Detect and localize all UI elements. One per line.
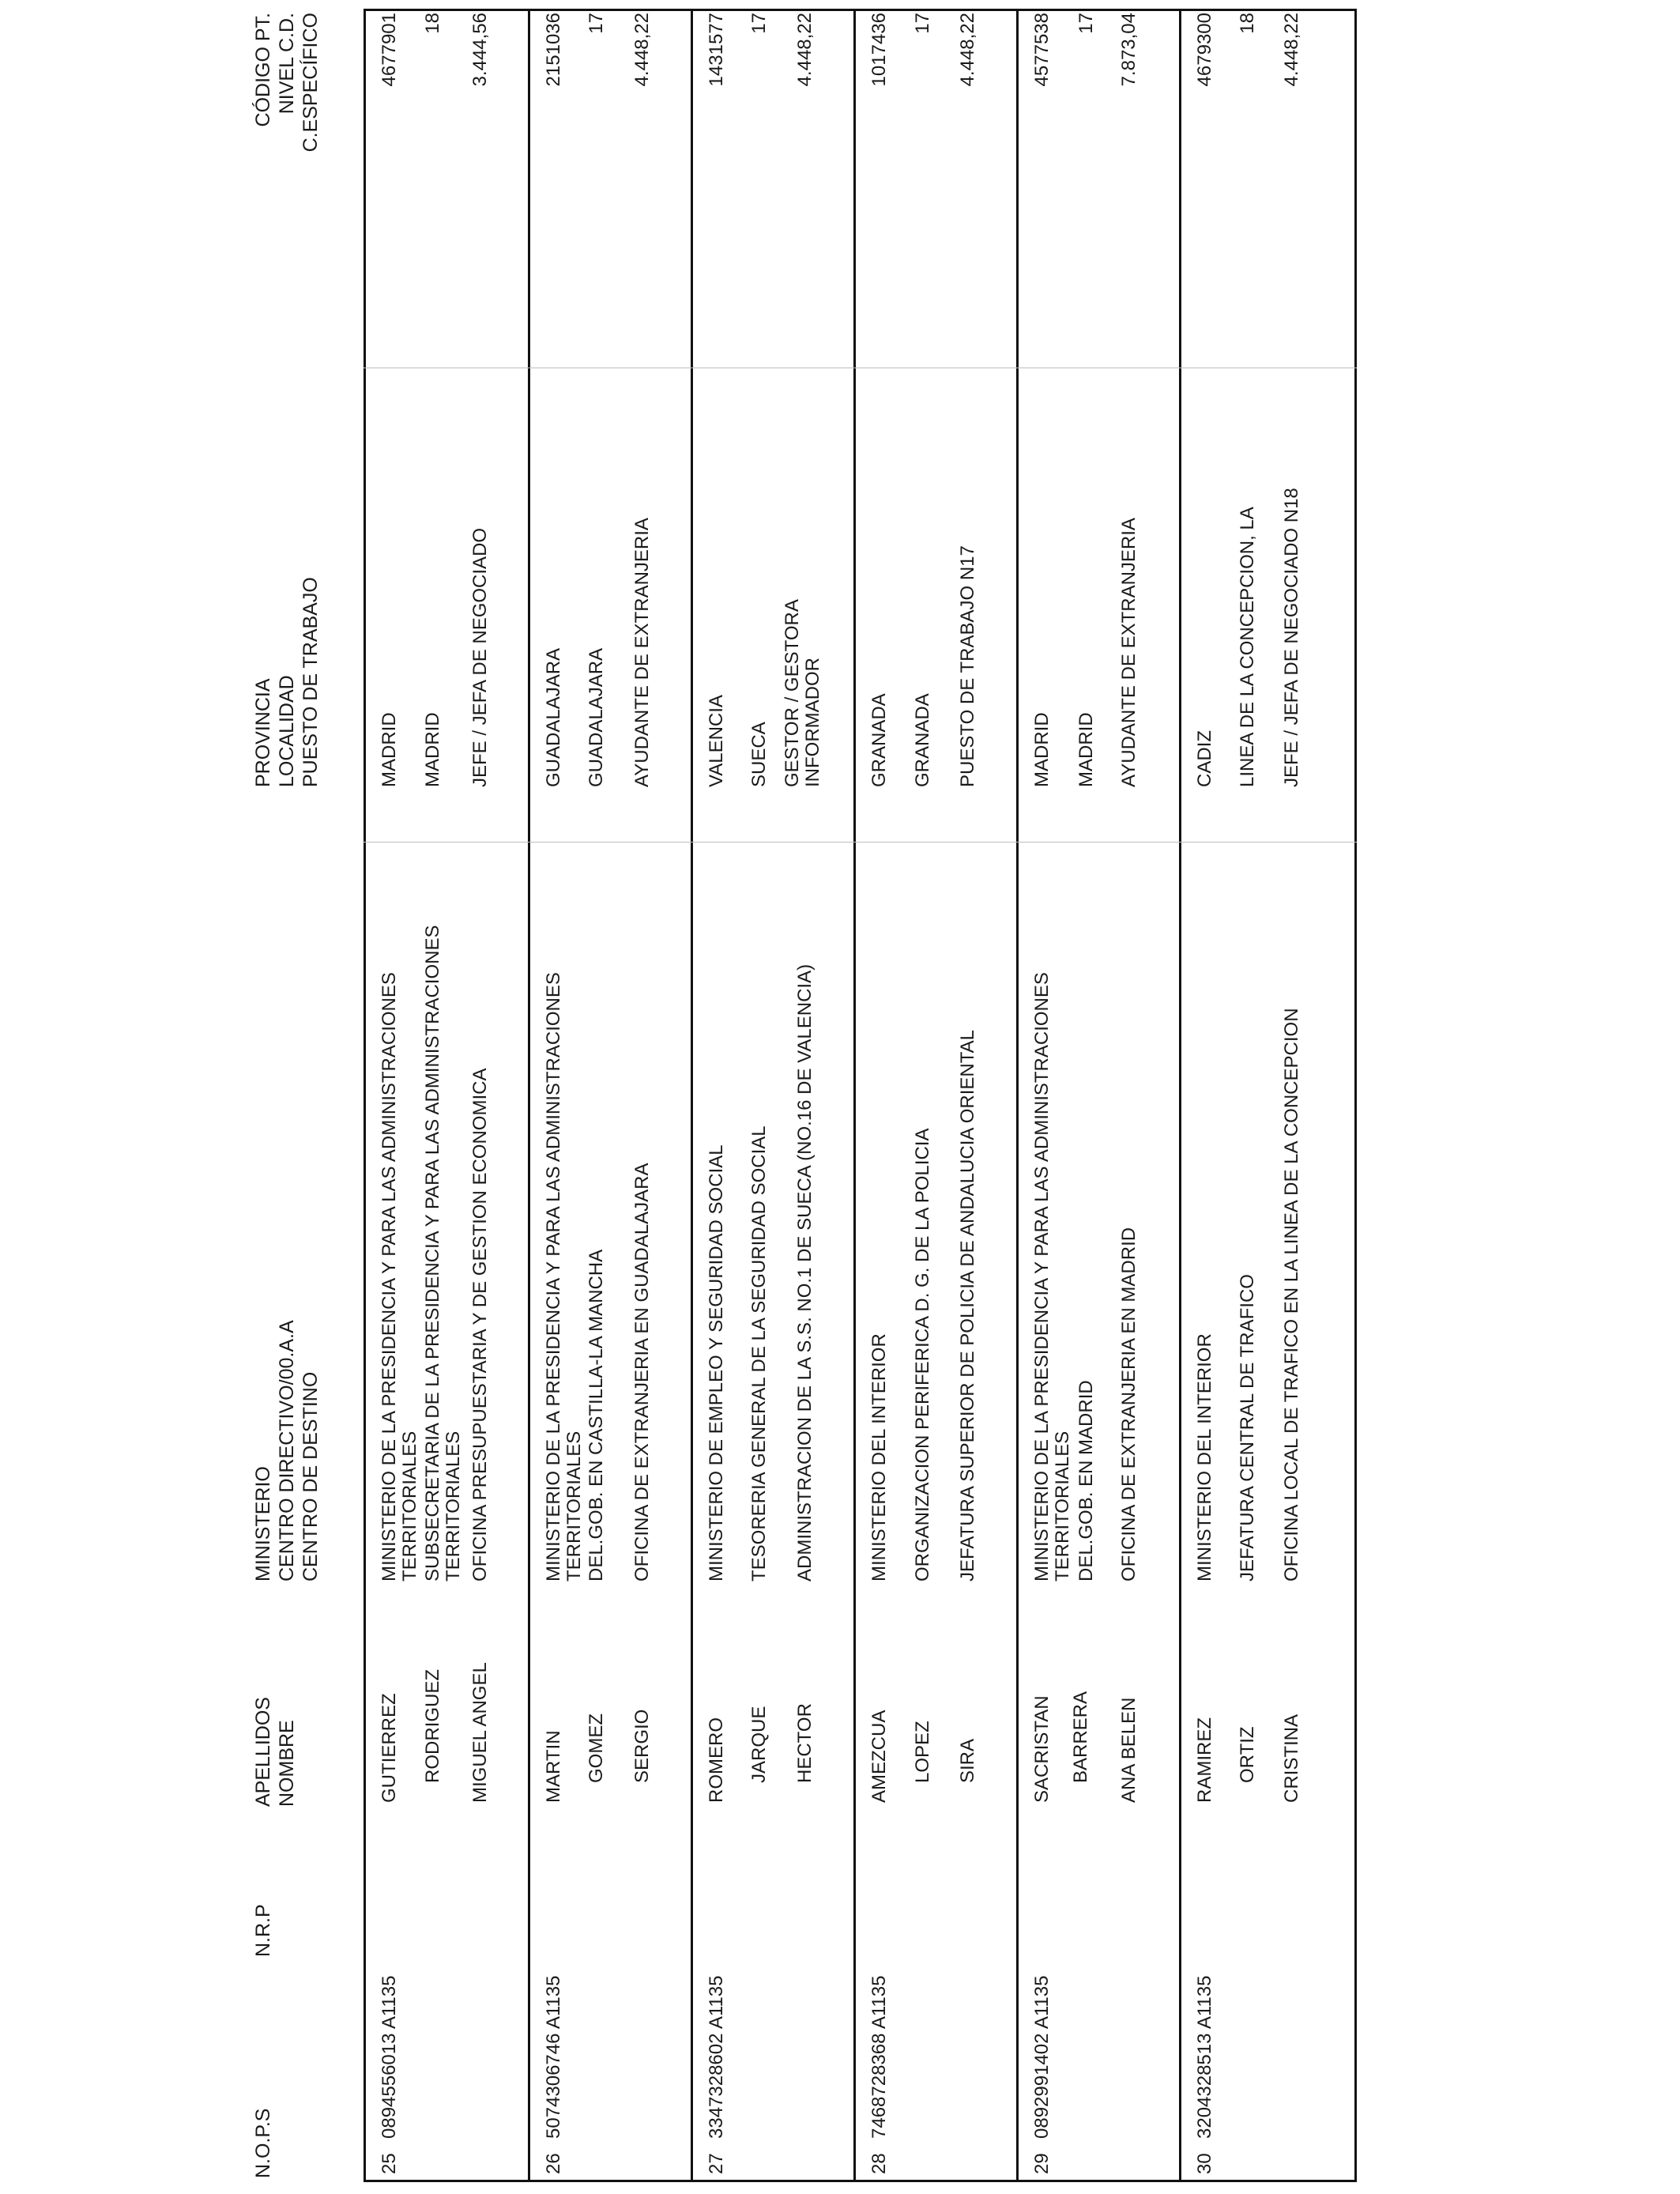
cell-apellido1: AMEZCUA xyxy=(868,1710,890,1803)
cell-nombre: SIRA xyxy=(957,1738,978,1783)
cell-nrp: 3204328513 A1135 xyxy=(1194,1975,1215,2139)
cell-nops: 27 xyxy=(706,2153,727,2174)
header-centro-directivo: CENTRO DIRECTIVO/00.A.A xyxy=(276,1320,298,1581)
row-separator xyxy=(528,9,530,2182)
row-separator xyxy=(1016,9,1019,2182)
cell-localidad: GUADALAJARA xyxy=(586,647,607,787)
header-especifico: C.ESPECÍFICO xyxy=(299,13,322,153)
cell-puesto: AYUDANTE DE EXTRANJERIA xyxy=(631,518,653,787)
cell-apellido2: JARQUE xyxy=(748,1706,770,1783)
cell-nivel: 17 xyxy=(1075,13,1097,34)
cell-localidad: MADRID xyxy=(422,712,443,787)
header-nivel: NIVEL C.D. xyxy=(276,13,298,115)
cell-puesto: JEFE / JEFA DE NEGOCIADO xyxy=(469,527,491,787)
header-ministerio: MINISTERIO xyxy=(252,1466,274,1581)
cell-ministerio: MINISTERIO DEL INTERIOR xyxy=(1194,1333,1215,1581)
cell-nops: 29 xyxy=(1031,2153,1053,2174)
table-frame xyxy=(363,9,1357,2182)
cell-especifico: 3.444,56 xyxy=(469,13,491,87)
cell-ministerio: MINISTERIO DE LA PRESIDENCIA Y PARA LAS ADMINISTRACIONES TERRITORIALES xyxy=(1031,972,1073,1581)
cell-codigo: 4577538 xyxy=(1031,13,1053,87)
cell-apellido2: ORTIZ xyxy=(1237,1726,1258,1783)
cell-centro-directivo: ORGANIZACION PERIFERICA D. G. DE LA POLICIA xyxy=(912,1128,933,1581)
cell-nivel: 18 xyxy=(422,13,443,34)
cell-nrp: 0894556013 A1135 xyxy=(379,1975,400,2139)
cell-nrp: 0892991402 A1135 xyxy=(1031,1975,1053,2139)
cell-provincia: MADRID xyxy=(379,712,400,787)
cell-nombre: SERGIO xyxy=(631,1709,653,1783)
cell-provincia: MADRID xyxy=(1031,712,1053,787)
cell-codigo: 1431577 xyxy=(706,13,727,87)
cell-nops: 30 xyxy=(1194,2153,1215,2174)
header-localidad: LOCALIDAD xyxy=(276,675,298,787)
cell-codigo: 1017436 xyxy=(868,13,890,87)
cell-localidad: LINEA DE LA CONCEPCION, LA xyxy=(1237,507,1258,787)
cell-nombre: MIGUEL ANGEL xyxy=(469,1662,491,1803)
cell-localidad: GRANADA xyxy=(912,693,933,787)
cell-centro-directivo: SUBSECRETARIA DE LA PRESIDENCIA Y PARA LAS ADMINISTRACIONES TERRITORIALES xyxy=(422,925,464,1581)
cell-codigo: 4679300 xyxy=(1194,13,1215,87)
header-nrp: N.R.P xyxy=(252,1904,274,1957)
cell-nops: 25 xyxy=(379,2153,400,2174)
cell-especifico: 4.448,22 xyxy=(1281,13,1302,87)
header-nombre: NOMBRE xyxy=(276,1720,298,1807)
cell-nrp: 7468728368 A1135 xyxy=(868,1975,890,2139)
cell-centro-directivo: TESORERIA GENERAL DE LA SEGURIDAD SOCIAL xyxy=(748,1125,770,1581)
cell-apellido2: GOMEZ xyxy=(586,1713,607,1783)
cell-centro-destino: OFICINA DE EXTRANJERIA EN GUADALAJARA xyxy=(631,1163,653,1581)
cell-apellido2: RODRIGUEZ xyxy=(422,1669,443,1783)
cell-codigo: 2151036 xyxy=(543,13,564,87)
column-separator xyxy=(363,842,1357,843)
cell-apellido1: MARTIN xyxy=(543,1730,564,1803)
header-apellidos: APELLIDOS xyxy=(252,1697,274,1807)
cell-nivel: 17 xyxy=(912,13,933,34)
cell-ministerio: MINISTERIO DE LA PRESIDENCIA Y PARA LAS ADMINISTRACIONES TERRITORIALES xyxy=(379,972,420,1581)
header-nops: N.O.P.S xyxy=(252,2108,274,2178)
cell-nombre: CRISTINA xyxy=(1281,1713,1302,1803)
cell-centro-directivo: DEL.GOB. EN CASTILLA-LA MANCHA xyxy=(586,1249,607,1581)
cell-centro-destino: OFICINA PRESUPUESTARIA Y DE GESTION ECONOMICA xyxy=(469,1068,491,1581)
cell-puesto: PUESTO DE TRABAJO N17 xyxy=(957,545,978,787)
cell-provincia: GRANADA xyxy=(868,693,890,787)
cell-nivel: 18 xyxy=(1237,13,1258,34)
cell-centro-directivo: DEL.GOB. EN MADRID xyxy=(1075,1380,1097,1581)
cell-nombre: HECTOR xyxy=(794,1703,816,1783)
cell-apellido2: BARRERA xyxy=(1070,1691,1091,1783)
cell-apellido1: SACRISTAN xyxy=(1031,1695,1053,1803)
cell-especifico: 7.873,04 xyxy=(1118,13,1139,87)
cell-nops: 28 xyxy=(868,2153,890,2174)
cell-apellido1: GUTIERREZ xyxy=(379,1693,400,1803)
cell-ministerio: MINISTERIO DE LA PRESIDENCIA Y PARA LAS ADMINISTRACIONES TERRITORIALES xyxy=(543,972,585,1581)
cell-localidad: SUECA xyxy=(748,722,770,787)
header-provincia: PROVINCIA xyxy=(252,678,274,787)
header-codigo: CÓDIGO PT. xyxy=(252,13,274,127)
cell-especifico: 4.448,22 xyxy=(631,13,653,87)
cell-centro-destino: OFICINA DE EXTRANJERIA EN MADRID xyxy=(1118,1227,1139,1581)
cell-nivel: 17 xyxy=(748,13,770,34)
row-separator xyxy=(1179,9,1181,2182)
cell-puesto: AYUDANTE DE EXTRANJERIA xyxy=(1118,518,1139,787)
cell-centro-destino: ADMINISTRACION DE LA S.S. NO.1 DE SUECA (NO.16 DE VALENCIA) xyxy=(794,963,816,1581)
cell-codigo: 4677901 xyxy=(379,13,400,87)
cell-puesto: JEFE / JEFA DE NEGOCIADO N18 xyxy=(1281,488,1302,787)
cell-centro-directivo: JEFATURA CENTRAL DE TRAFICO xyxy=(1237,1274,1258,1581)
cell-nivel: 17 xyxy=(586,13,607,34)
cell-apellido2: LOPEZ xyxy=(912,1721,933,1783)
cell-centro-destino: JEFATURA SUPERIOR DE POLICIA DE ANDALUCIA ORIENTAL xyxy=(957,1030,978,1581)
header-centro-destino: CENTRO DE DESTINO xyxy=(299,1371,322,1581)
cell-provincia: VALENCIA xyxy=(706,695,727,787)
cell-centro-destino: OFICINA LOCAL DE TRAFICO EN LA LINEA DE LA CONCEPCION xyxy=(1281,1008,1302,1581)
cell-nrp: 5074306746 A1135 xyxy=(543,1975,564,2139)
cell-localidad: MADRID xyxy=(1075,712,1097,787)
cell-nops: 26 xyxy=(543,2153,564,2174)
cell-nombre: ANA BELEN xyxy=(1118,1697,1139,1803)
cell-especifico: 4.448,22 xyxy=(957,13,978,87)
cell-ministerio: MINISTERIO DE EMPLEO Y SEGURIDAD SOCIAL xyxy=(706,1144,727,1581)
cell-puesto: GESTOR / GESTORA INFORMADOR xyxy=(782,600,823,787)
header-puesto: PUESTO DE TRABAJO xyxy=(299,577,322,787)
row-separator xyxy=(691,9,693,2182)
cell-nrp: 3347328602 A1135 xyxy=(706,1975,727,2139)
cell-provincia: GUADALAJARA xyxy=(543,647,564,787)
row-separator xyxy=(853,9,856,2182)
cell-apellido1: RAMIREZ xyxy=(1194,1717,1215,1803)
cell-apellido1: ROMERO xyxy=(706,1717,727,1803)
cell-provincia: CADIZ xyxy=(1194,730,1215,787)
cell-especifico: 4.448,22 xyxy=(794,13,816,87)
cell-ministerio: MINISTERIO DEL INTERIOR xyxy=(868,1333,890,1581)
